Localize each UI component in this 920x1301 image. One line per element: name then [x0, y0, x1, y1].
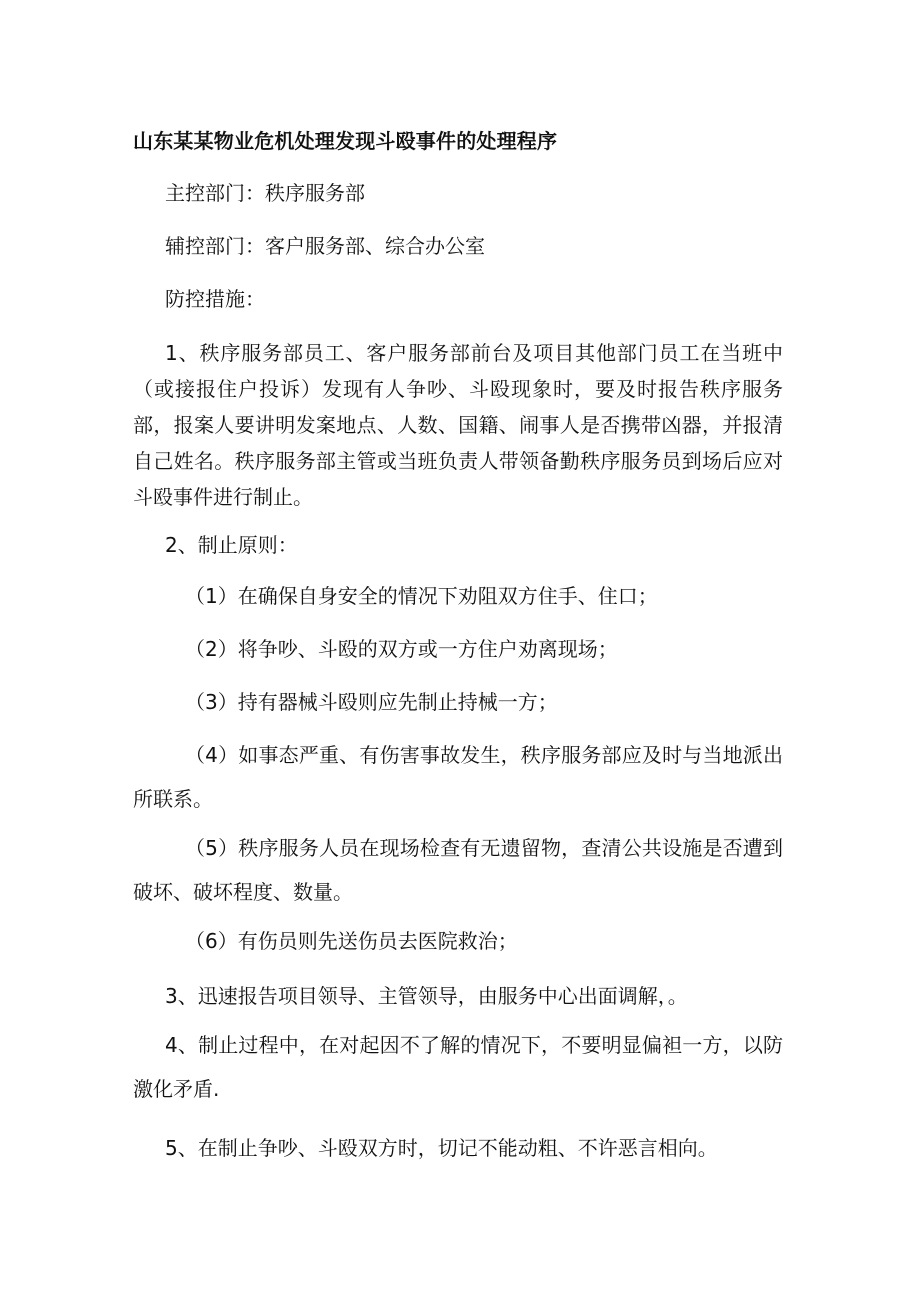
item-5-paragraph: 5、在制止争吵、斗殴双方时，切记不能动粗、不许恶言相向。	[165, 1136, 718, 1160]
item-4-paragraph: 4、制止过程中，在对起因不了解的情况下，不要明显偏袒一方，以防激化矛盾.	[133, 1033, 783, 1101]
item-3-paragraph: 3、迅速报告项目领导、主管领导，由服务中心出面调解，。	[165, 984, 688, 1008]
item-2-heading: 2、制止原则：	[165, 533, 298, 557]
principle-5: （5）秩序服务人员在现场检查有无遗留物，查清公共设施是否遭到破坏、破坏程度、数量。	[133, 836, 783, 904]
document-title: 山东某某物业危机处理发现斗殴事件的处理程序	[133, 129, 558, 153]
principle-4: （4）如事态严重、有伤害事故发生，秩序服务部应及时与当地派出所联系。	[133, 743, 783, 811]
principle-2: （2）将争吵、斗殴的双方或一方住户劝离现场；	[185, 637, 618, 661]
measures-heading: 防控措施：	[165, 287, 265, 311]
principle-1: （1）在确保自身安全的情况下劝阻双方住手、住口；	[185, 584, 658, 608]
aux-department: 辅控部门：客户服务部、综合办公室	[165, 234, 485, 258]
principle-3: （3）持有器械斗殴则应先制止持械一方；	[185, 690, 558, 714]
principle-6: （6）有伤员则先送伤员去医院救治；	[185, 929, 518, 953]
item-1-paragraph: 1、秩序服务部员工、客户服务部前台及项目其他部门员工在当班中（或接报住户投诉）发现有人争吵、斗殴现象时，要及时报告秩序服务部，报案人要讲明发案地点、人数、国籍、闹事人是否携带凶器，并报清自己姓名。秩序服务部主管或当班负责人带领备勤秩序服务员到场后应对斗殴事件进行制止。	[133, 341, 783, 509]
main-department: 主控部门：秩序服务部	[165, 181, 365, 205]
